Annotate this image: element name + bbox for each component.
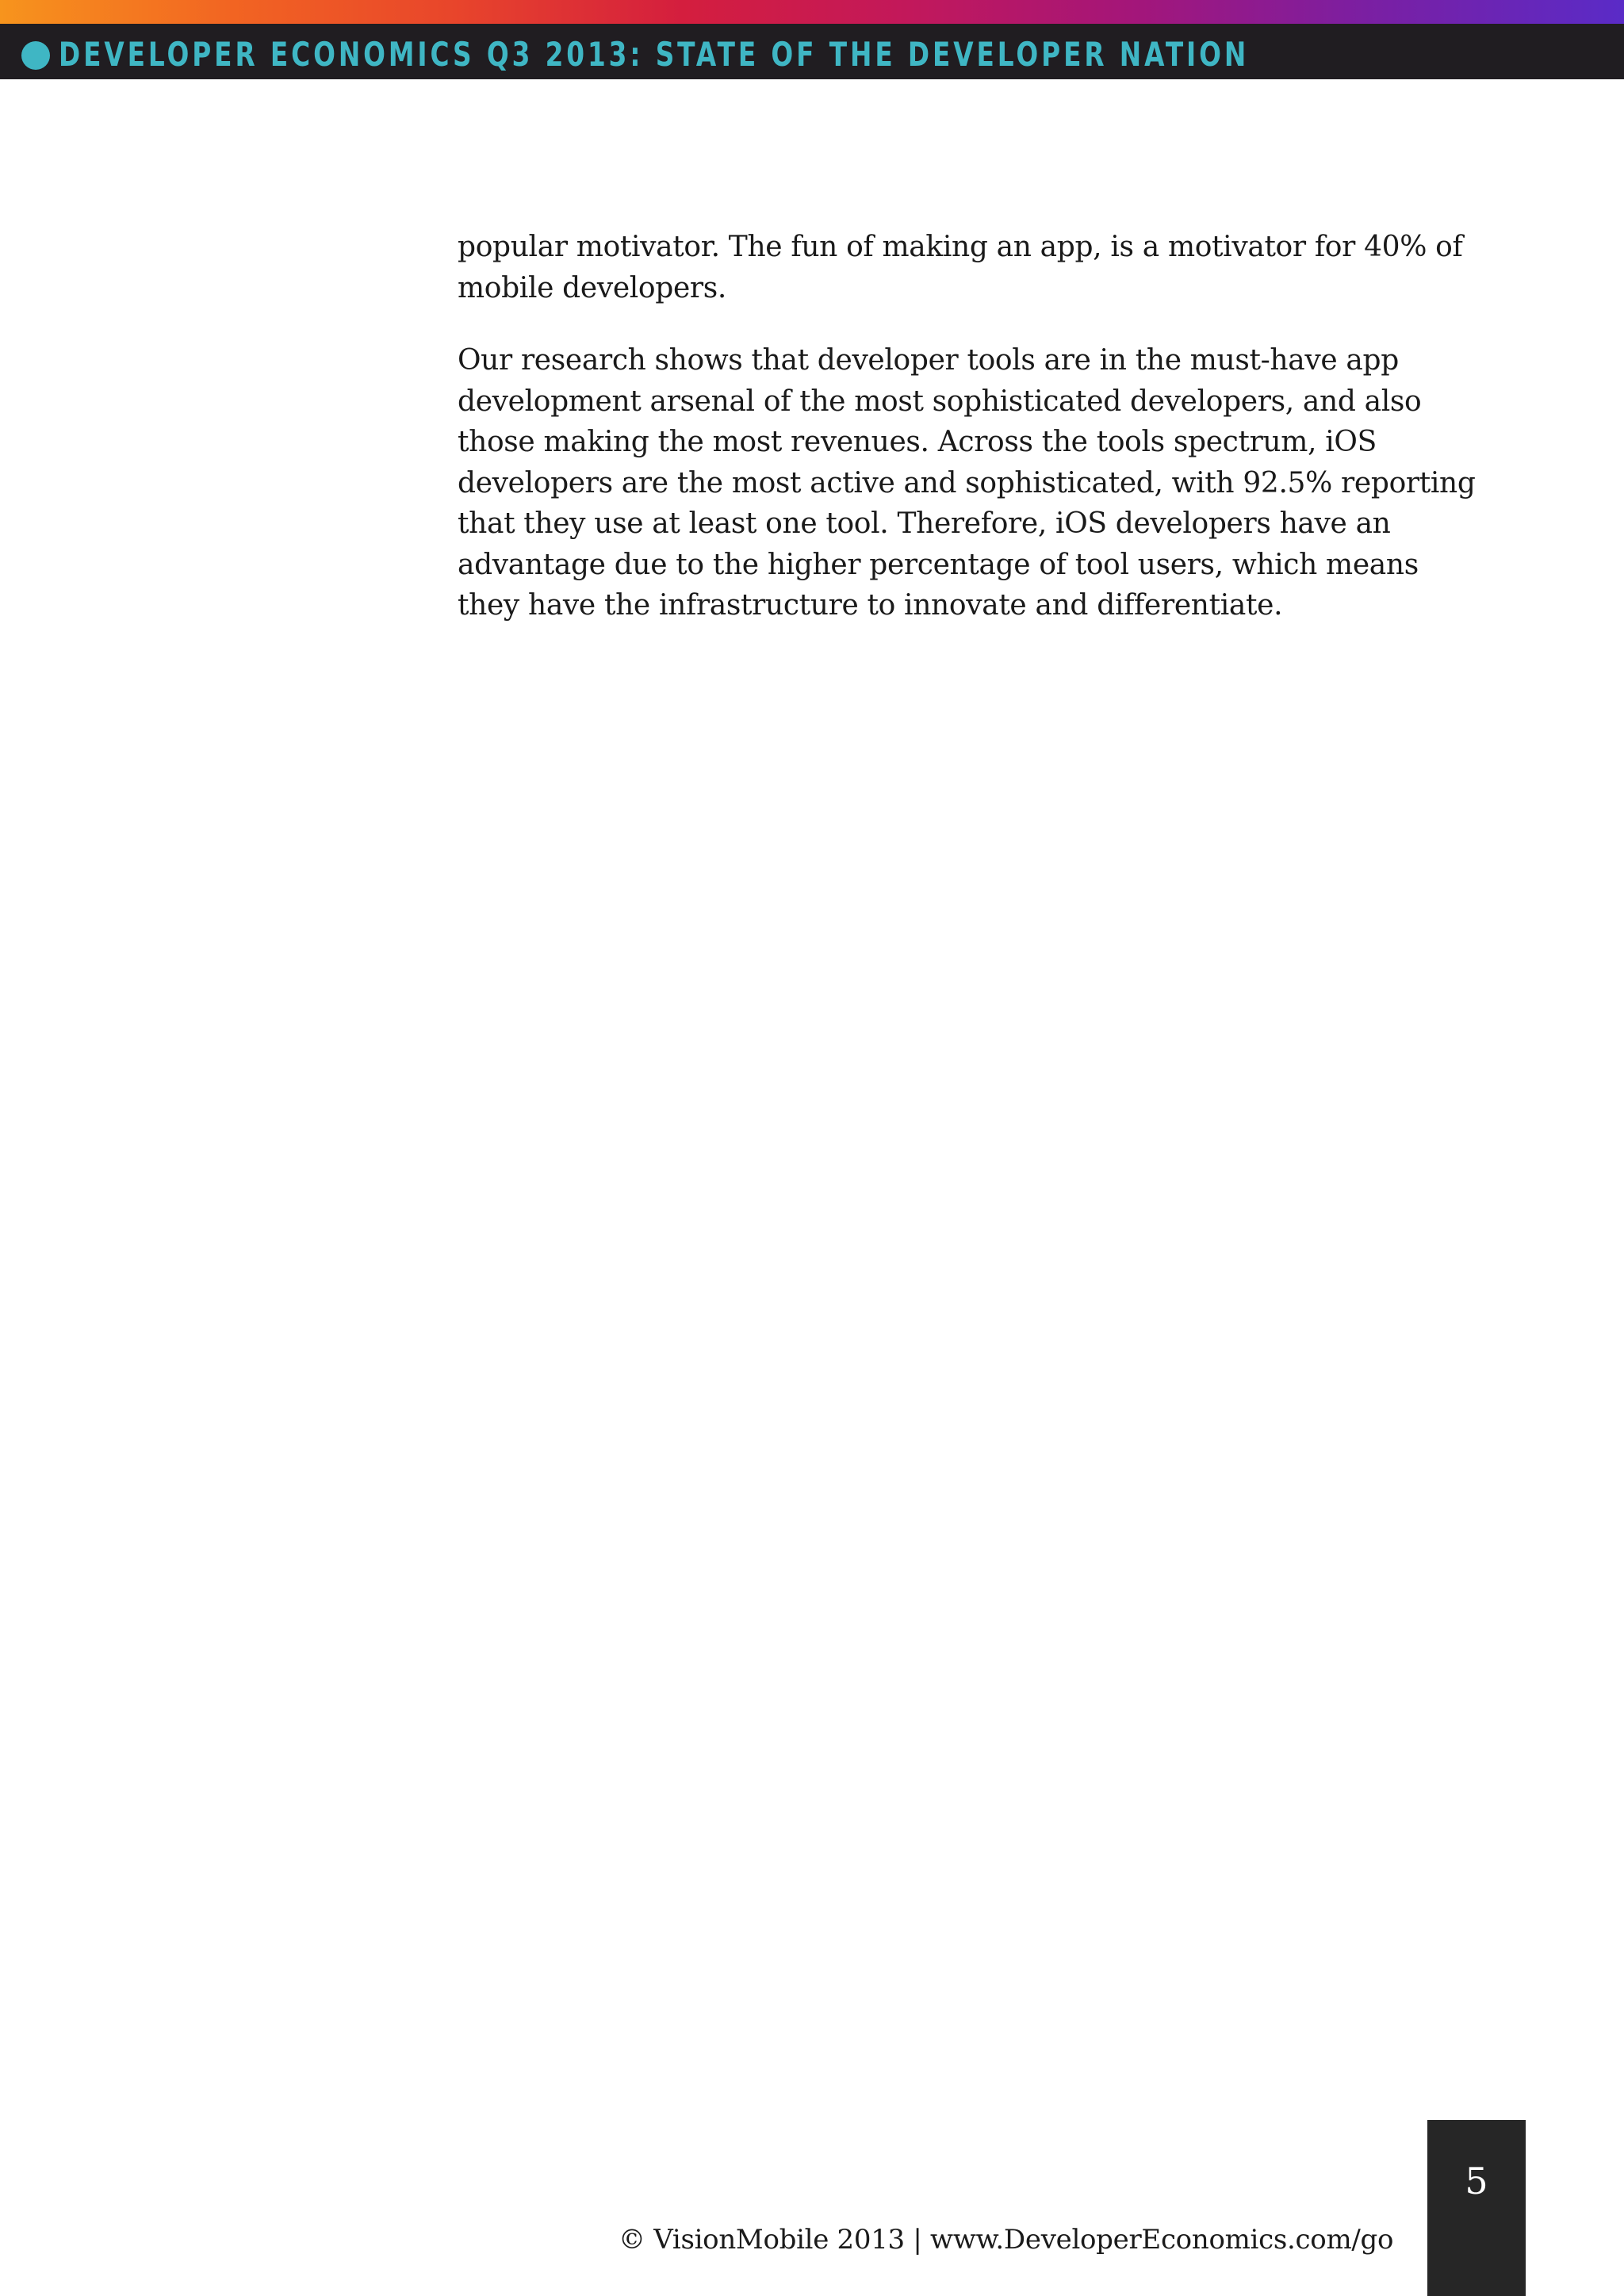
header-title: DEVELOPER ECONOMICS Q3 2013: STATE OF THE DEVELOPER NATION <box>59 35 1250 74</box>
footer-copyright: © VisionMobile 2013 | www.DeveloperEconomics.com/go <box>619 2224 1394 2256</box>
circle-bullet-icon <box>21 41 50 70</box>
header-gradient-strip <box>0 0 1624 24</box>
body-content <box>458 227 1488 658</box>
page-number-box <box>1427 2120 1526 2296</box>
page-header <box>0 0 1624 79</box>
body-paragraph: popular motivator. The fun of making an app, is a motivator for 40% of mobile developers. <box>458 231 1463 304</box>
page-number: 5 <box>1465 2160 1488 2202</box>
body-paragraph: Our research shows that developer tools are in the must-have app development arsenal of the most sophisticated developers, and also those making the most revenues. Across the tools spectrum, iOS developers are the most active and sophisticated, with 92.5% reporting that they use at least one tool. Therefore, iOS developers have an advantage due to the higher percentage of tool users, which means they have the infrastructure to innovate and differentiate. <box>458 344 1476 622</box>
